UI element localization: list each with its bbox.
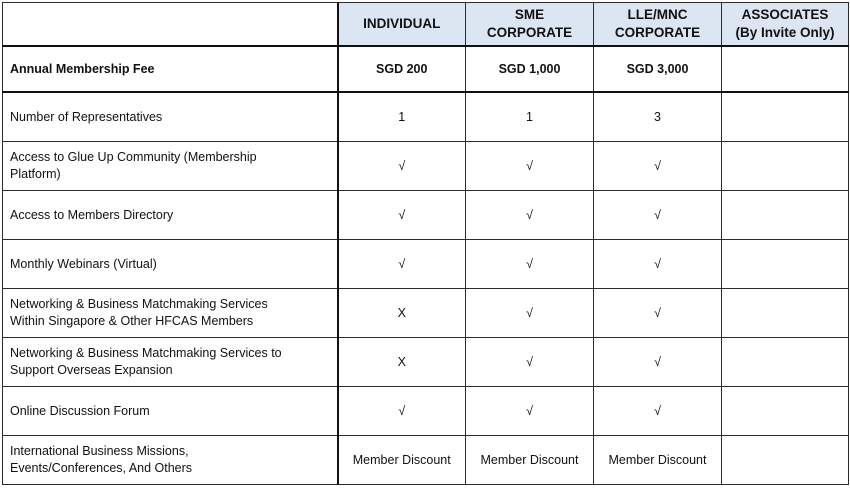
table-row: [3, 191, 849, 240]
table-row: [3, 289, 849, 338]
membership-comparison-table: [2, 2, 849, 485]
cell-associates: [722, 240, 849, 289]
cell-individual: X: [338, 289, 466, 338]
cell-lle-mnc: √: [594, 191, 722, 240]
cell-sme: 1: [466, 92, 594, 142]
cell-lle-mnc: 3: [594, 92, 722, 142]
cell-individual: √: [338, 387, 466, 436]
fee-sme: SGD 1,000: [466, 46, 594, 92]
cell-individual: √: [338, 240, 466, 289]
cell-lle-mnc: √: [594, 289, 722, 338]
cell-associates: [722, 142, 849, 191]
cell-lle-mnc: √: [594, 240, 722, 289]
cell-individual: √: [338, 191, 466, 240]
cell-sme: √: [466, 240, 594, 289]
cell-associates: [722, 338, 849, 387]
cell-associates: [722, 191, 849, 240]
cell-lle-mnc: √: [594, 338, 722, 387]
cell-associates: [722, 289, 849, 338]
table-row: [3, 436, 849, 485]
cell-associates: [722, 387, 849, 436]
table-row: [3, 240, 849, 289]
fee-label: Annual Membership Fee: [3, 46, 338, 92]
fee-individual: SGD 200: [338, 46, 466, 92]
cell-sme: √: [466, 191, 594, 240]
feature-label: Networking & Business Matchmaking Services to Support Overseas Expansion: [3, 338, 338, 387]
header-blank-cell: [3, 3, 338, 47]
feature-label: Networking & Business Matchmaking Services Within Singapore & Other HFCAS Members: [3, 289, 338, 338]
header-sme-corporate: SME CORPORATE: [466, 3, 594, 47]
feature-label: Access to Members Directory: [3, 191, 338, 240]
cell-sme: √: [466, 387, 594, 436]
feature-label: International Business Missions, Events/Conferences, And Others: [3, 436, 338, 485]
fee-lle-mnc: SGD 3,000: [594, 46, 722, 92]
feature-label: Monthly Webinars (Virtual): [3, 240, 338, 289]
table-row: [3, 92, 849, 142]
cell-sme: √: [466, 338, 594, 387]
feature-label: Online Discussion Forum: [3, 387, 338, 436]
header-lle-mnc-corporate: LLE/MNC CORPORATE: [594, 3, 722, 47]
feature-label: Number of Representatives: [3, 92, 338, 142]
table-row: [3, 387, 849, 436]
cell-sme: Member Discount: [466, 436, 594, 485]
cell-lle-mnc: √: [594, 142, 722, 191]
feature-label: Access to Glue Up Community (Membership Platform): [3, 142, 338, 191]
fee-row: [3, 46, 849, 92]
cell-sme: √: [466, 289, 594, 338]
cell-associates: [722, 92, 849, 142]
table-row: [3, 142, 849, 191]
cell-lle-mnc: Member Discount: [594, 436, 722, 485]
header-associates: ASSOCIATES (By Invite Only): [722, 3, 849, 47]
table-row: [3, 338, 849, 387]
cell-individual: X: [338, 338, 466, 387]
header-row: [3, 3, 849, 47]
cell-individual: Member Discount: [338, 436, 466, 485]
cell-lle-mnc: √: [594, 387, 722, 436]
cell-associates: [722, 436, 849, 485]
header-individual: INDIVIDUAL: [338, 3, 466, 47]
fee-associates: [722, 46, 849, 92]
cell-individual: 1: [338, 92, 466, 142]
cell-individual: √: [338, 142, 466, 191]
cell-sme: √: [466, 142, 594, 191]
